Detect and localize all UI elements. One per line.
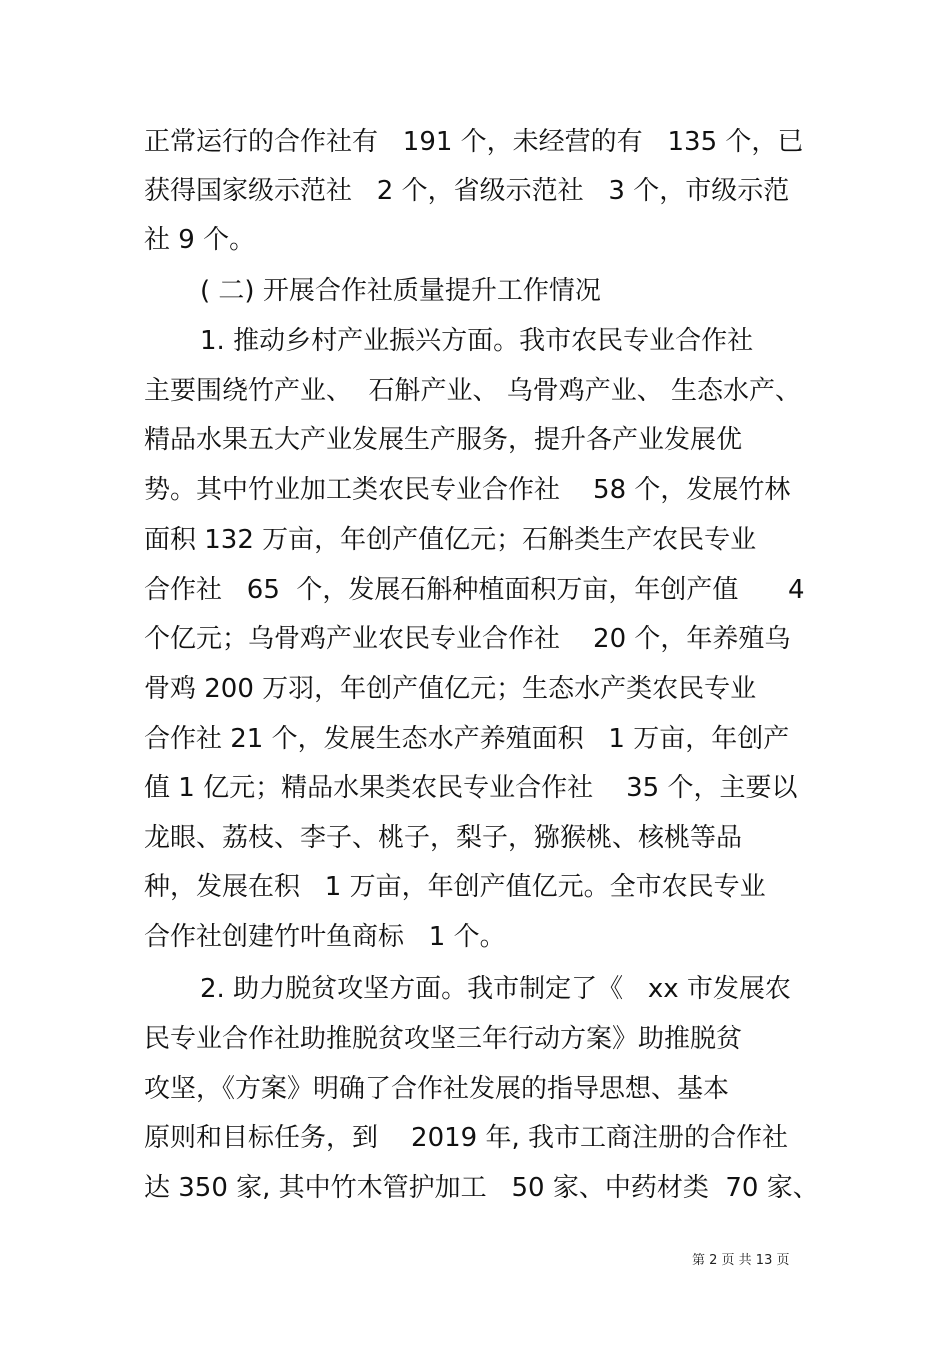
- paragraph-line: 获得国家级示范社 2 个，省级示范社 3 个，市级示范: [144, 176, 790, 206]
- paragraph-line: 骨鸡 200 万羽，年创产值亿元；生态水产类农民专业: [144, 674, 757, 704]
- paragraph-line: 面积 132 万亩，年创产值亿元；石斛类生产农民专业: [144, 525, 757, 555]
- paragraph-line: 合作社创建竹叶鱼商标 1 个。: [144, 922, 506, 952]
- paragraph-line: 精品水果五大产业发展生产服务，提升各产业发展优: [144, 425, 743, 455]
- paragraph-line: 达 350 家, 其中竹木管护加工 50 家、中药材类 70 家、: [144, 1173, 819, 1203]
- paragraph-line: 个亿元；乌骨鸡产业农民专业合作社 20 个，年养殖乌: [144, 624, 791, 654]
- paragraph-line: 攻坚，《方案》明确了合作社发展的指导思想、基本: [144, 1074, 730, 1104]
- paragraph-line: 种，发展在积 1 万亩，年创产值亿元。全市农民专业: [144, 872, 766, 902]
- section-heading: ( 二) 开展合作社质量提升工作情况: [200, 276, 601, 306]
- paragraph-line: 龙眼、荔枝、李子、桃子，梨子，猕猴桃、核桃等品: [144, 823, 743, 853]
- paragraph-line: 原则和目标任务，到 2019 年, 我市工商注册的合作社: [144, 1123, 789, 1153]
- paragraph-line: 2. 助力脱贫攻坚方面。我市制定了《 xx 市发展农: [200, 974, 791, 1004]
- paragraph-line: 正常运行的合作社有 191 个，未经营的有 135 个，已: [144, 127, 804, 157]
- page-number-footer: 第 2 页 共 13 页: [692, 1253, 790, 1268]
- paragraph-line: 值 1 亿元；精品水果类农民专业合作社 35 个，主要以: [144, 773, 798, 803]
- paragraph-line: 势。其中竹业加工类农民专业合作社 58 个，发展竹林: [144, 475, 791, 505]
- paragraph-line: 民专业合作社助推脱贫攻坚三年行动方案》助推脱贫: [144, 1024, 743, 1054]
- paragraph-line: 1. 推动乡村产业振兴方面。我市农民专业合作社: [200, 326, 754, 356]
- paragraph-line: 社 9 个。: [144, 225, 256, 255]
- paragraph-line: 主要围绕竹产业、 石斛产业、 乌骨鸡产业、 生态水产、: [144, 376, 802, 406]
- paragraph-line: 合作社 21 个，发展生态水产养殖面积 1 万亩，年创产: [144, 724, 790, 754]
- paragraph-line: 合作社 65 个，发展石斛种植面积万亩，年创产值 4: [144, 575, 805, 605]
